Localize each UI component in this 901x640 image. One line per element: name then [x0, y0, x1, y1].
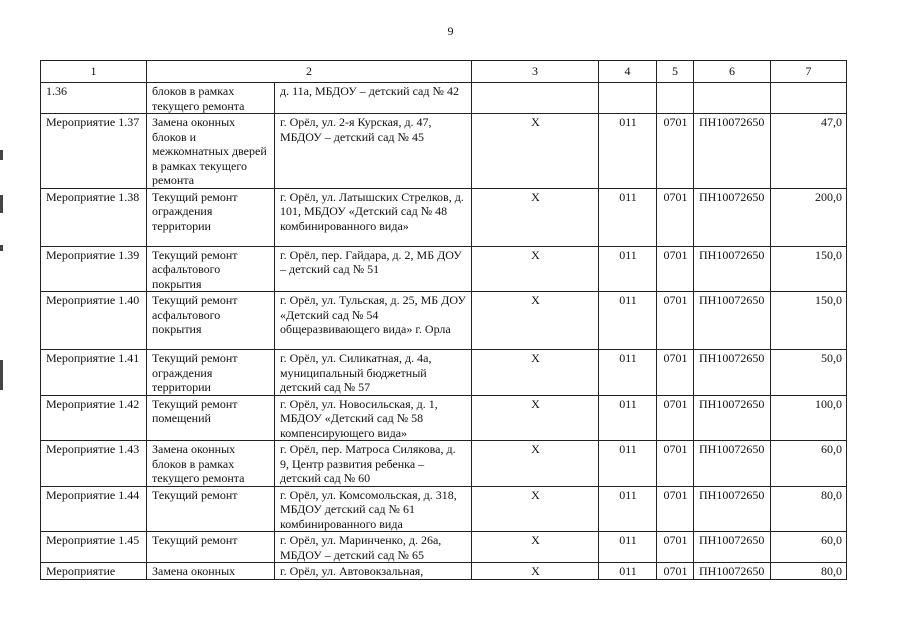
marker-cell: Х: [472, 246, 599, 292]
address-cell: д. 11а, МБДОУ – детский сад № 42: [275, 83, 472, 114]
target-article-cell: ПН10072650: [694, 350, 771, 396]
header-col-6: 6: [694, 61, 771, 83]
address-cell: г. Орёл, ул. Новосильская, д. 1, МБДОУ «Детский сад № 58 компенсирующего вида»: [275, 395, 472, 441]
budget-table: [40, 60, 847, 580]
code-cell: 011: [599, 395, 657, 441]
address-cell: г. Орёл, ул. Комсомольская, д. 318, МБДОУ детский сад № 61 комбинированного вида: [275, 486, 472, 532]
table-row: [41, 246, 847, 292]
section-cell: 0701: [657, 486, 694, 532]
table-row: [41, 441, 847, 487]
code-cell: 011: [599, 563, 657, 580]
work-description-cell: Текущий ремонт ограждения территории: [147, 188, 275, 246]
address-cell: г. Орёл, ул. Тульская, д. 25, МБ ДОУ «Детский сад № 54 общеразвивающего вида» г. Орла: [275, 292, 472, 350]
code-cell: 011: [599, 350, 657, 396]
work-description-cell: Замена оконных: [147, 563, 275, 580]
code-cell: 011: [599, 441, 657, 487]
amount-cell: 60,0: [771, 532, 847, 563]
amount-cell: 47,0: [771, 114, 847, 189]
target-article-cell: ПН10072650: [694, 292, 771, 350]
header-row: [41, 61, 847, 83]
marker-cell: Х: [472, 441, 599, 487]
section-cell: 0701: [657, 246, 694, 292]
address-cell: г. Орёл, ул. Маринченко, д. 26а, МБДОУ – детский сад № 65: [275, 532, 472, 563]
section-cell: 0701: [657, 188, 694, 246]
address-cell: г. Орёл, ул. Силикатная, д. 4а, муниципальный бюджетный детский сад № 57: [275, 350, 472, 396]
section-cell: 0701: [657, 563, 694, 580]
event-id-cell: 1.36: [41, 83, 147, 114]
header-col-7: 7: [771, 61, 847, 83]
table-row: [41, 114, 847, 189]
binding-marks: [0, 150, 3, 430]
target-article-cell: ПН10072650: [694, 441, 771, 487]
work-description-cell: Замена оконных блоков и межкомнатных дверей в рамках текущего ремонта: [147, 114, 275, 189]
work-description-cell: Текущий ремонт помещений: [147, 395, 275, 441]
marker-cell: Х: [472, 188, 599, 246]
section-cell: 0701: [657, 350, 694, 396]
marker-cell: Х: [472, 114, 599, 189]
event-id-cell: Мероприятие: [41, 563, 147, 580]
address-cell: г. Орёл, пер. Гайдара, д. 2, МБ ДОУ – детский сад № 51: [275, 246, 472, 292]
event-id-cell: Мероприятие 1.38: [41, 188, 147, 246]
table-row: [41, 188, 847, 246]
section-cell: [657, 83, 694, 114]
address-cell: г. Орёл, ул. 2-я Курская, д. 47, МБДОУ – детский сад № 45: [275, 114, 472, 189]
marker-cell: Х: [472, 395, 599, 441]
address-cell: г. Орёл, пер. Матроса Силякова, д. 9, Центр развития ребенка – детский сад № 60: [275, 441, 472, 487]
event-id-cell: Мероприятие 1.43: [41, 441, 147, 487]
target-article-cell: ПН10072650: [694, 532, 771, 563]
amount-cell: 60,0: [771, 441, 847, 487]
code-cell: 011: [599, 114, 657, 189]
code-cell: [599, 83, 657, 114]
code-cell: 011: [599, 188, 657, 246]
event-id-cell: Мероприятие 1.41: [41, 350, 147, 396]
marker-cell: Х: [472, 563, 599, 580]
amount-cell: 200,0: [771, 188, 847, 246]
target-article-cell: ПН10072650: [694, 395, 771, 441]
amount-cell: 80,0: [771, 486, 847, 532]
target-article-cell: ПН10072650: [694, 246, 771, 292]
event-id-cell: Мероприятие 1.40: [41, 292, 147, 350]
section-cell: 0701: [657, 292, 694, 350]
marker-cell: Х: [472, 292, 599, 350]
table-row: [41, 563, 847, 580]
amount-cell: 80,0: [771, 563, 847, 580]
work-description-cell: блоков в рамках текущего ремонта: [147, 83, 275, 114]
header-col-2: 2: [147, 61, 472, 83]
amount-cell: 50,0: [771, 350, 847, 396]
event-id-cell: Мероприятие 1.45: [41, 532, 147, 563]
table-row: [41, 395, 847, 441]
address-cell: г. Орёл, ул. Латышских Стрелков, д. 101, МБДОУ «Детский сад № 48 комбинированного вида»: [275, 188, 472, 246]
section-cell: 0701: [657, 395, 694, 441]
event-id-cell: Мероприятие 1.39: [41, 246, 147, 292]
target-article-cell: [694, 83, 771, 114]
section-cell: 0701: [657, 441, 694, 487]
header-col-1: 1: [41, 61, 147, 83]
amount-cell: 150,0: [771, 292, 847, 350]
target-article-cell: ПН10072650: [694, 486, 771, 532]
amount-cell: [771, 83, 847, 114]
marker-cell: Х: [472, 486, 599, 532]
table-row: [41, 83, 847, 114]
marker-cell: Х: [472, 532, 599, 563]
section-cell: 0701: [657, 532, 694, 563]
table-row: [41, 532, 847, 563]
marker-cell: [472, 83, 599, 114]
code-cell: 011: [599, 532, 657, 563]
table-row: [41, 350, 847, 396]
work-description-cell: Текущий ремонт: [147, 486, 275, 532]
address-cell: г. Орёл, ул. Автовокзальная,: [275, 563, 472, 580]
event-id-cell: Мероприятие 1.44: [41, 486, 147, 532]
code-cell: 011: [599, 246, 657, 292]
target-article-cell: ПН10072650: [694, 188, 771, 246]
table-row: [41, 292, 847, 350]
target-article-cell: ПН10072650: [694, 563, 771, 580]
event-id-cell: Мероприятие 1.42: [41, 395, 147, 441]
work-description-cell: Замена оконных блоков в рамках текущего ремонта: [147, 441, 275, 487]
header-col-4: 4: [599, 61, 657, 83]
amount-cell: 100,0: [771, 395, 847, 441]
table-row: [41, 486, 847, 532]
marker-cell: Х: [472, 350, 599, 396]
header-col-5: 5: [657, 61, 694, 83]
work-description-cell: Текущий ремонт ограждения территории: [147, 350, 275, 396]
work-description-cell: Текущий ремонт асфальтового покрытия: [147, 246, 275, 292]
amount-cell: 150,0: [771, 246, 847, 292]
work-description-cell: Текущий ремонт асфальтового покрытия: [147, 292, 275, 350]
code-cell: 011: [599, 486, 657, 532]
header-col-3: 3: [472, 61, 599, 83]
work-description-cell: Текущий ремонт: [147, 532, 275, 563]
target-article-cell: ПН10072650: [694, 114, 771, 189]
page-number: 9: [447, 24, 454, 38]
event-id-cell: Мероприятие 1.37: [41, 114, 147, 189]
section-cell: 0701: [657, 114, 694, 189]
code-cell: 011: [599, 292, 657, 350]
